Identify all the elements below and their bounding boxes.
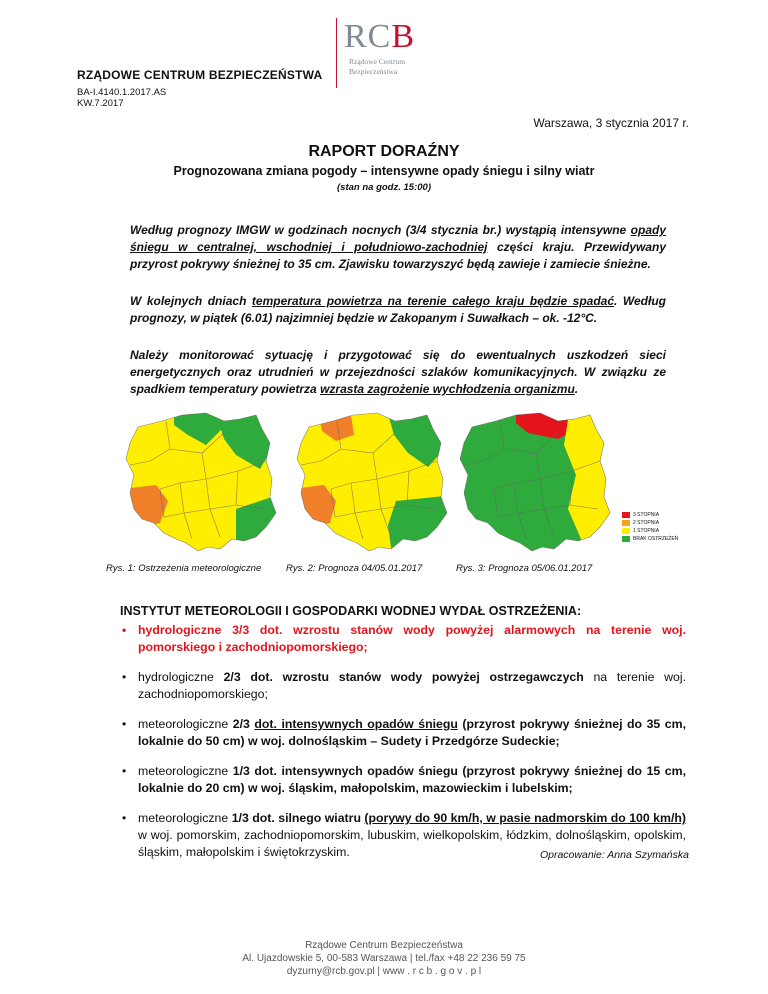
footer-address: Al. Ujazdowskie 5, 00-583 Warszawa | tel./fax +48 22 236 59 75 xyxy=(242,953,526,964)
page-footer xyxy=(0,939,768,978)
map-2-caption: Rys. 2: Prognoza 04/05.01.2017 xyxy=(286,563,423,574)
organization-name: RZĄDOWE CENTRUM BEZPIECZEŃSTWA xyxy=(77,68,323,82)
advice-paragraph: Należy monitorować sytuację i przygotować się do ewentualnych uszkodzeń sieci energetycznych oraz utrudnień w przejezdności szlaków komunikacyjnych. W związku ze spadkiem temperatury powietrza wzrasta zagrożenie wychłodzenia organizmu. xyxy=(130,348,666,396)
forecast-paragraph: Według prognozy IMGW w godzinach nocnych (3/4 stycznia br.) wystąpią intensywne opady śniegu w centralnej, wschodniej i południowo-zachodniej części kraju. Przewidywany przyrost pokrywy śnieżnej to 35 cm. Zjawisku towarzyszyć będą zawieje i zamiecie śnieżne. xyxy=(130,223,667,271)
reference-numbers xyxy=(77,87,166,109)
reference-2: KW.7.2017 xyxy=(77,98,124,109)
warnings-list xyxy=(118,622,686,874)
temperature-paragraph: W kolejnych dniach temperatura powietrza na terenie całego kraju będzie spadać. Według prognozy, w piątek (6.01) najzimniej będzie w Zakopanym i Suwałkach – ok. -12°C. xyxy=(130,294,666,325)
rcb-logo: RCB xyxy=(344,18,416,55)
map-1-warnings xyxy=(122,407,280,555)
map-2-forecast xyxy=(292,407,454,555)
map-legend xyxy=(622,511,678,543)
legend-item-1: 1 STOPNIA xyxy=(622,527,678,535)
footer-org: Rządowe Centrum Bezpieczeństwa xyxy=(305,940,463,951)
logo-subtitle: Rządowe Centrum Bezpieczeństwa xyxy=(349,57,406,76)
legend-item-2: 2 STOPNIA xyxy=(622,519,678,527)
warning-item: • meteorologiczne 1/3 dot. intensywnych opadów śniegu (przyrost pokrywy śnieżnej do 15 cm, lokalnie do 20 cm) w woj. śląskim, małopolskim, mazowieckim i lubelskim; xyxy=(122,764,686,795)
map-1-caption: Rys. 1: Ostrzeżenia meteorologiczne xyxy=(106,563,262,574)
warning-item: • hydrologiczne 3/3 dot. wzrostu stanów wody powyżej alarmowych na terenie woj. pomorskiego i zachodniopomorskiego; xyxy=(122,623,686,654)
reference-1: BA-I.4140.1.2017.AS xyxy=(77,87,167,98)
map-3-forecast xyxy=(460,407,618,555)
author-credit: Opracowanie: Anna Szymańska xyxy=(539,849,689,861)
footer-contact: dyzurny@rcb.gov.pl | www . r c b . g o v . p l xyxy=(286,966,482,977)
map-3-caption: Rys. 3: Prognoza 05/06.01.2017 xyxy=(456,563,593,574)
logo-divider xyxy=(336,18,337,88)
legend-item-3: 3 STOPNIA xyxy=(622,511,678,519)
warning-item: • hydrologiczne 2/3 dot. wzrostu stanów wody powyżej ostrzegawczych na terenie woj. zachodniopomorskiego; xyxy=(122,670,686,701)
legend-item-none: BRAK OSTRZEŻEŃ xyxy=(622,535,678,543)
warning-item: • meteorologiczne 2/3 dot. intensywnych opadów śniegu (przyrost pokrywy śnieżnej do 35 cm, lokalnie do 50 cm) w woj. dolnośląskim – Sudety i Przedgórze Sudeckie; xyxy=(122,717,686,748)
report-time: (stan na godz. 15:00) xyxy=(337,182,431,193)
report-subtitle: Prognozowana zmiana pogody – intensywne opady śniegu i silny wiatr xyxy=(173,164,595,178)
institute-heading: INSTYTUT METEOROLOGII I GOSPODARKI WODNEJ WYDAŁ OSTRZEŻENIA: xyxy=(120,604,582,618)
warning-item: • meteorologiczne 1/3 dot. silnego wiatru (porywy do 90 km/h, w pasie nadmorskim do 100 km/h) w woj. pomorskim, zachodniopomorskim, lubuskim, wielkopolskim, łódzkim, dolnośląskim, opolskim, śląskim, małopolskim i świętokrzyskim. xyxy=(122,811,686,859)
warning-maps xyxy=(118,405,623,557)
report-title: RAPORT DORAŹNY xyxy=(308,143,460,160)
document-date: Warszawa, 3 stycznia 2017 r. xyxy=(533,116,689,130)
